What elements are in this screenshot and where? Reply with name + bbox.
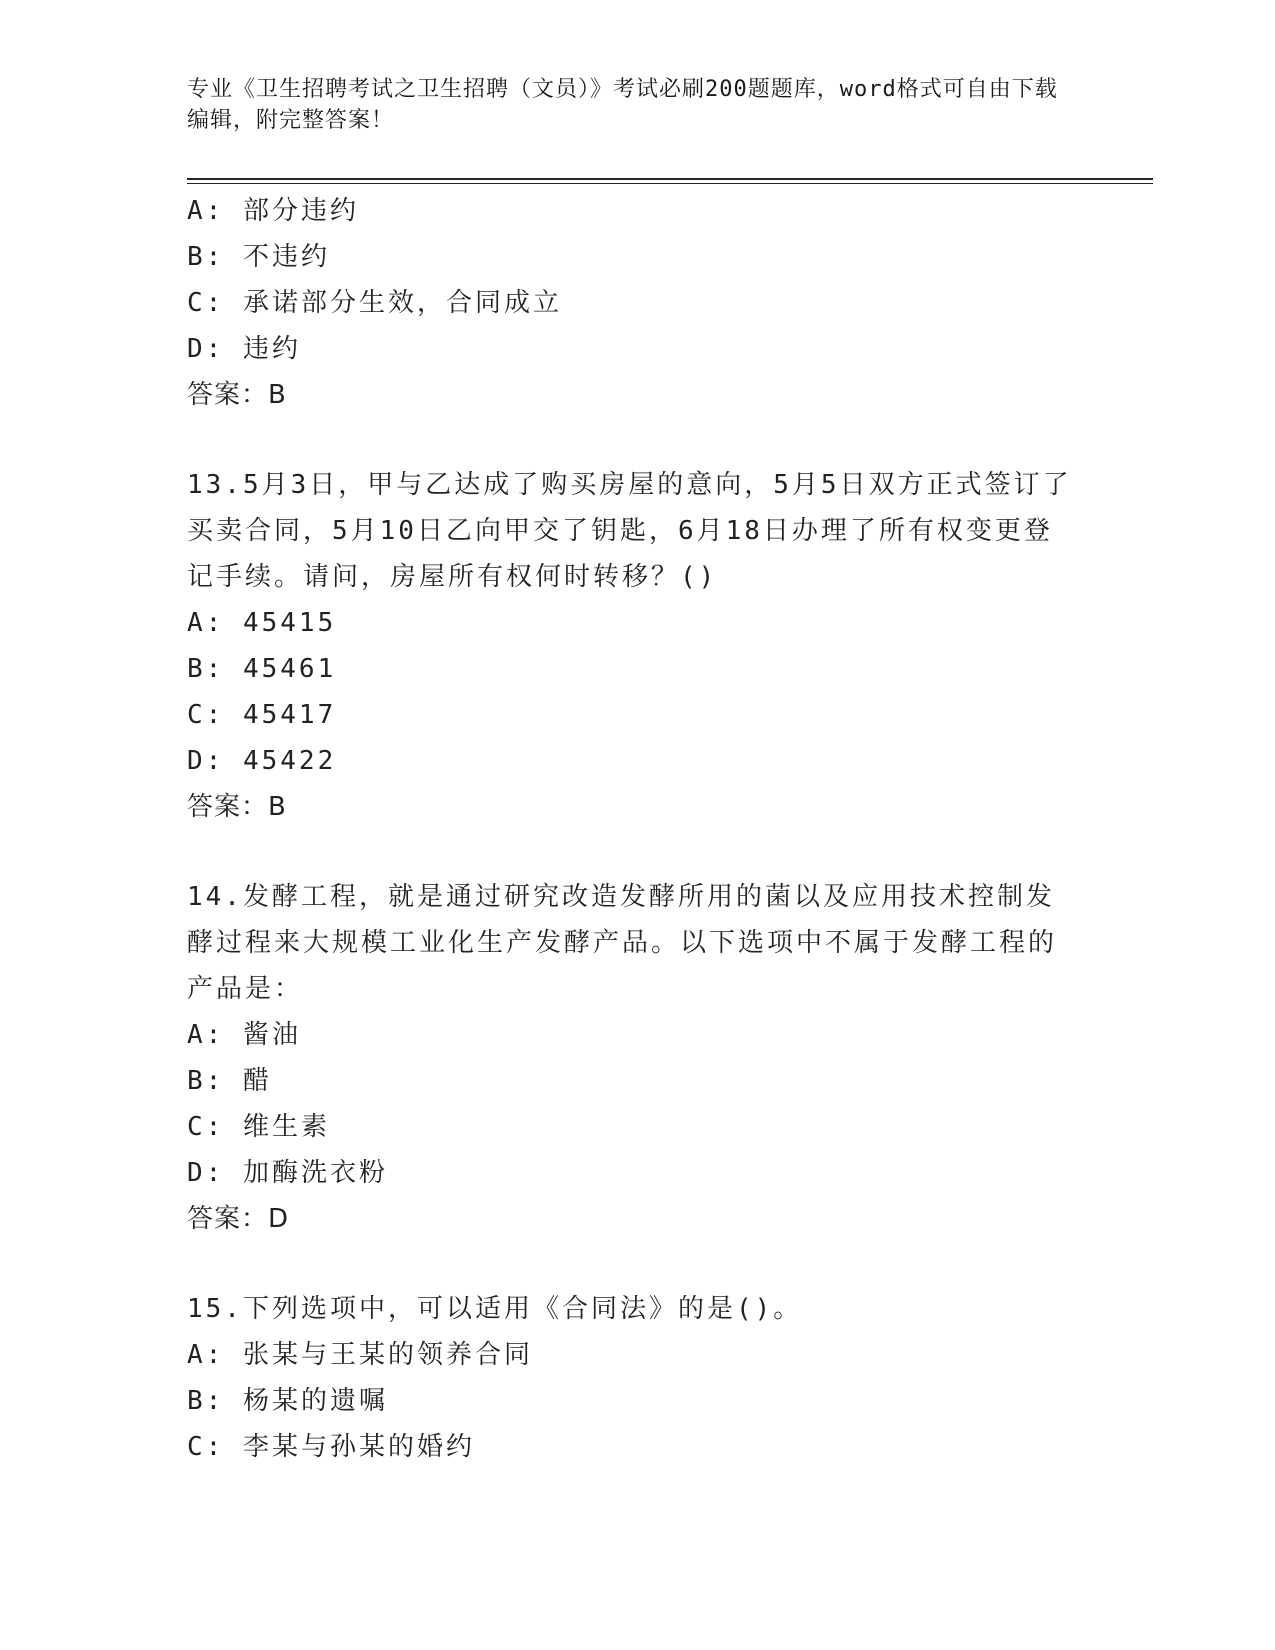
question-12-continued xyxy=(187,188,1077,418)
header-rule-thin xyxy=(187,183,1153,184)
question-13 xyxy=(187,462,1077,830)
option-a: A: 酱油 xyxy=(187,1020,301,1050)
header-title: 专业《卫生招聘考试之卫生招聘（文员）》考试必刷200题题库，word格式可自由下载编辑，附完整答案！ xyxy=(187,77,1058,133)
question-list xyxy=(187,188,1077,1470)
document-header xyxy=(187,74,1067,136)
option-c: C: 45417 xyxy=(187,700,337,730)
option-a: A: 45415 xyxy=(187,608,337,638)
option-a: A: 部分违约 xyxy=(187,196,359,226)
question-text: 14.发酵工程，就是通过研究改造发酵所用的菌以及应用技术控制发酵过程来大规模工业化生产发酵产品。以下选项中不属于发酵工程的产品是： xyxy=(187,882,1058,1004)
question-text: 15.下列选项中，可以适用《合同法》的是()。 xyxy=(187,1294,803,1324)
option-c: C: 李某与孙某的婚约 xyxy=(187,1432,475,1462)
option-c: C: 维生素 xyxy=(187,1112,330,1142)
option-d: D: 加酶洗衣粉 xyxy=(187,1158,388,1188)
question-15 xyxy=(187,1286,1077,1470)
option-b: B: 不违约 xyxy=(187,242,330,272)
option-a: A: 张某与王某的领养合同 xyxy=(187,1340,533,1370)
answer-line: 答案：B xyxy=(187,380,287,410)
answer-line: 答案：D xyxy=(187,1204,290,1234)
option-d: D: 45422 xyxy=(187,746,337,776)
option-b: B: 45461 xyxy=(187,654,337,684)
spacer xyxy=(187,418,1077,462)
spacer xyxy=(187,1242,1077,1286)
spacer xyxy=(187,830,1077,874)
question-14 xyxy=(187,874,1077,1242)
option-b: B: 杨某的遗嘱 xyxy=(187,1386,388,1416)
option-c: C: 承诺部分生效，合同成立 xyxy=(187,288,562,318)
header-rule-thick xyxy=(187,178,1153,180)
option-d: D: 违约 xyxy=(187,334,301,364)
answer-line: 答案：B xyxy=(187,792,287,822)
option-b: B: 醋 xyxy=(187,1066,272,1096)
question-text: 13.5月3日，甲与乙达成了购买房屋的意向，5月5日双方正式签订了买卖合同，5月10日乙向甲交了钥匙，6月18日办理了所有权变更登记手续。请问，房屋所有权何时转移？() xyxy=(187,470,1072,592)
